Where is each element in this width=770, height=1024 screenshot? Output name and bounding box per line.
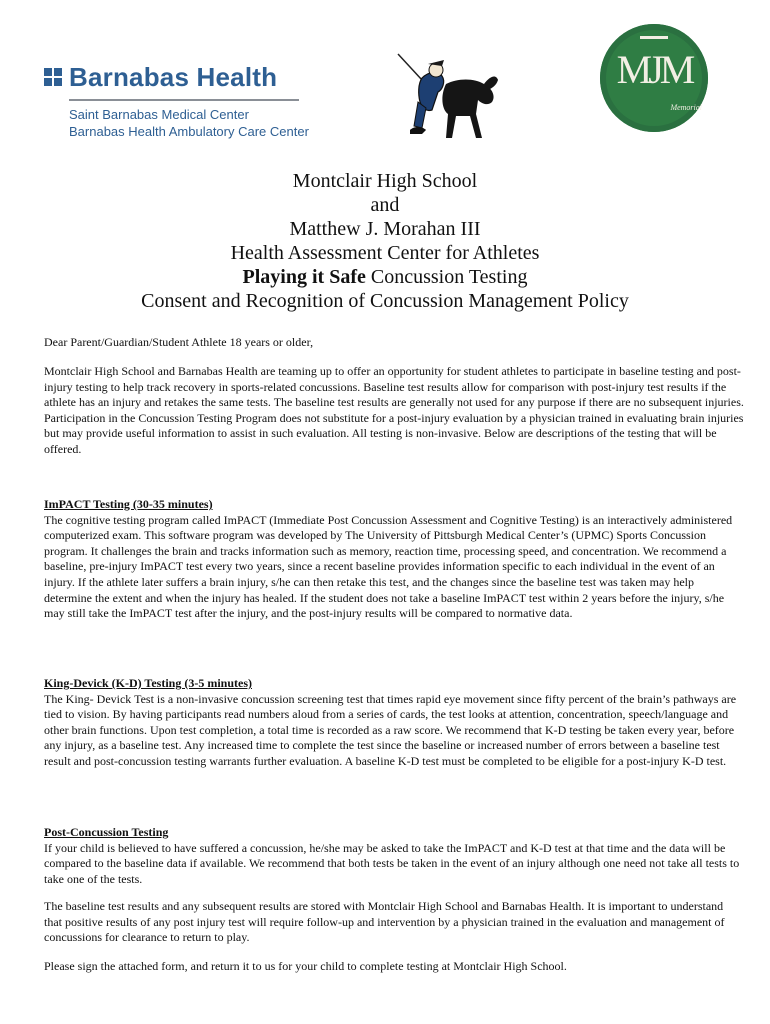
intro-paragraph: Montclair High School and Barnabas Health are teaming up to offer an opportunity for student athletes to participate in baseline testing and post-injury testing to help track recovery in sports-related concussions. Baseline test results allow for comparison with post-injury test results if the athlete has an injury and retakes the same tests. The baseline test results are generally not used for any purpose if there are no subsequent injuries. Participation in the Concussion Testing Program does not substitute for a post-injury evaluation by a physician trained in evaluating brain injuries but may provide useful information to assist in such evaluation. All testing is non-invasive. Below are descriptions of the testing that will be offered. xyxy=(44,364,744,456)
title-program-rest: Concussion Testing xyxy=(365,266,528,288)
title-program-bold: Playing it Safe xyxy=(242,266,366,288)
kd-section xyxy=(44,676,744,770)
salutation: Dear Parent/Guardian/Student Athlete 18 years or older, xyxy=(44,335,314,349)
title-and: and xyxy=(370,194,400,216)
logo-subtitle-2: Barnabas Health Ambulatory Care Center xyxy=(69,124,309,139)
barnabas-health-logo xyxy=(44,62,309,142)
title-person: Matthew J. Morahan III xyxy=(289,218,481,240)
memorial-seal xyxy=(600,24,708,132)
mascot-rider-icon xyxy=(392,50,502,146)
closing-paragraph: The baseline test results and any subsequent results are stored with Montclair High School and Barnabas Health. It is important to understand that positive results of any post injury test will require follow-up and intervention by a physician trained in the evaluation and management of concussions for clearance to return to play. xyxy=(44,899,725,945)
seal-word: Memorial xyxy=(670,103,702,112)
post-concussion-section xyxy=(44,825,744,887)
kd-heading: King-Devick (K-D) Testing (3-5 minutes) xyxy=(44,676,252,690)
closing-instruction: Please sign the attached form, and return it to us for your child to complete testing at Montclair High School. xyxy=(44,959,567,973)
logo-name: Barnabas Health xyxy=(69,62,278,92)
title-program xyxy=(0,265,770,289)
seal-letters: MJM xyxy=(616,47,692,92)
barnabas-grid-icon xyxy=(44,68,64,88)
logo-subtitle-1: Saint Barnabas Medical Center xyxy=(69,107,249,122)
impact-heading: ImPACT Testing (30-35 minutes) xyxy=(44,497,213,511)
post-concussion-text: If your child is believed to have suffered a concussion, he/she may be asked to take the ImPACT and K-D test at that time and the data will be compared to the baseline data if available. We recommend that both tests be taken in the event of an injury although one need not take all tests to take one of the tests. xyxy=(44,840,740,886)
post-concussion-heading: Post-Concussion Testing xyxy=(44,825,169,839)
impact-section xyxy=(44,497,744,622)
seal-ornament xyxy=(640,36,668,39)
impact-text: The cognitive testing program called ImPACT (Immediate Post Concussion Assessment and Cognitive Testing) is an interactively administered computerized exam. This software program was developed by The University of Pittsburgh Medical Center’s (UPMC) Sports Concussion program. It challenges the brain and tracks information such as memory, reaction time, processing speed, and concentration. We recommend a baseline, pre-injury ImPACT test every two years, since a recent baseline provides information specific to each individual in the event of an injury. If the athlete later suffers a brain injury, s/he can then retake this test, and the changes since the baseline test was taken may help determine the extent and when the injury has healed. If the student does not take a baseline ImPACT test within 2 years before the injury, s/he may still take the ImPACT test after the injury, and the post-injury results will be compared to normative data. xyxy=(44,512,733,621)
logo-divider xyxy=(69,99,299,101)
title-policy: Consent and Recognition of Concussion Management Policy xyxy=(141,290,629,312)
title-school: Montclair High School xyxy=(292,170,478,192)
title-center: Health Assessment Center for Athletes xyxy=(230,242,540,264)
kd-text: The King- Devick Test is a non-invasive concussion screening test that times rapid eye movement since fifty percent of the brain’s pathways are tied to vision. By having participants read numbers aloud from a series of cards, the test looks at attention, concentration, speech/language and other brain functions. Upon test completion, a total time is recorded as a raw score. We recommend that K-D testing be taken every year, before any injury, as a baseline test. Any increased time to complete the test since the baseline or increased number of errors between a baseline test result and post-concussion testing warrants further evaluation. A baseline K-D test must be completed to be eligible for a post-injury K-D test. xyxy=(44,691,737,768)
